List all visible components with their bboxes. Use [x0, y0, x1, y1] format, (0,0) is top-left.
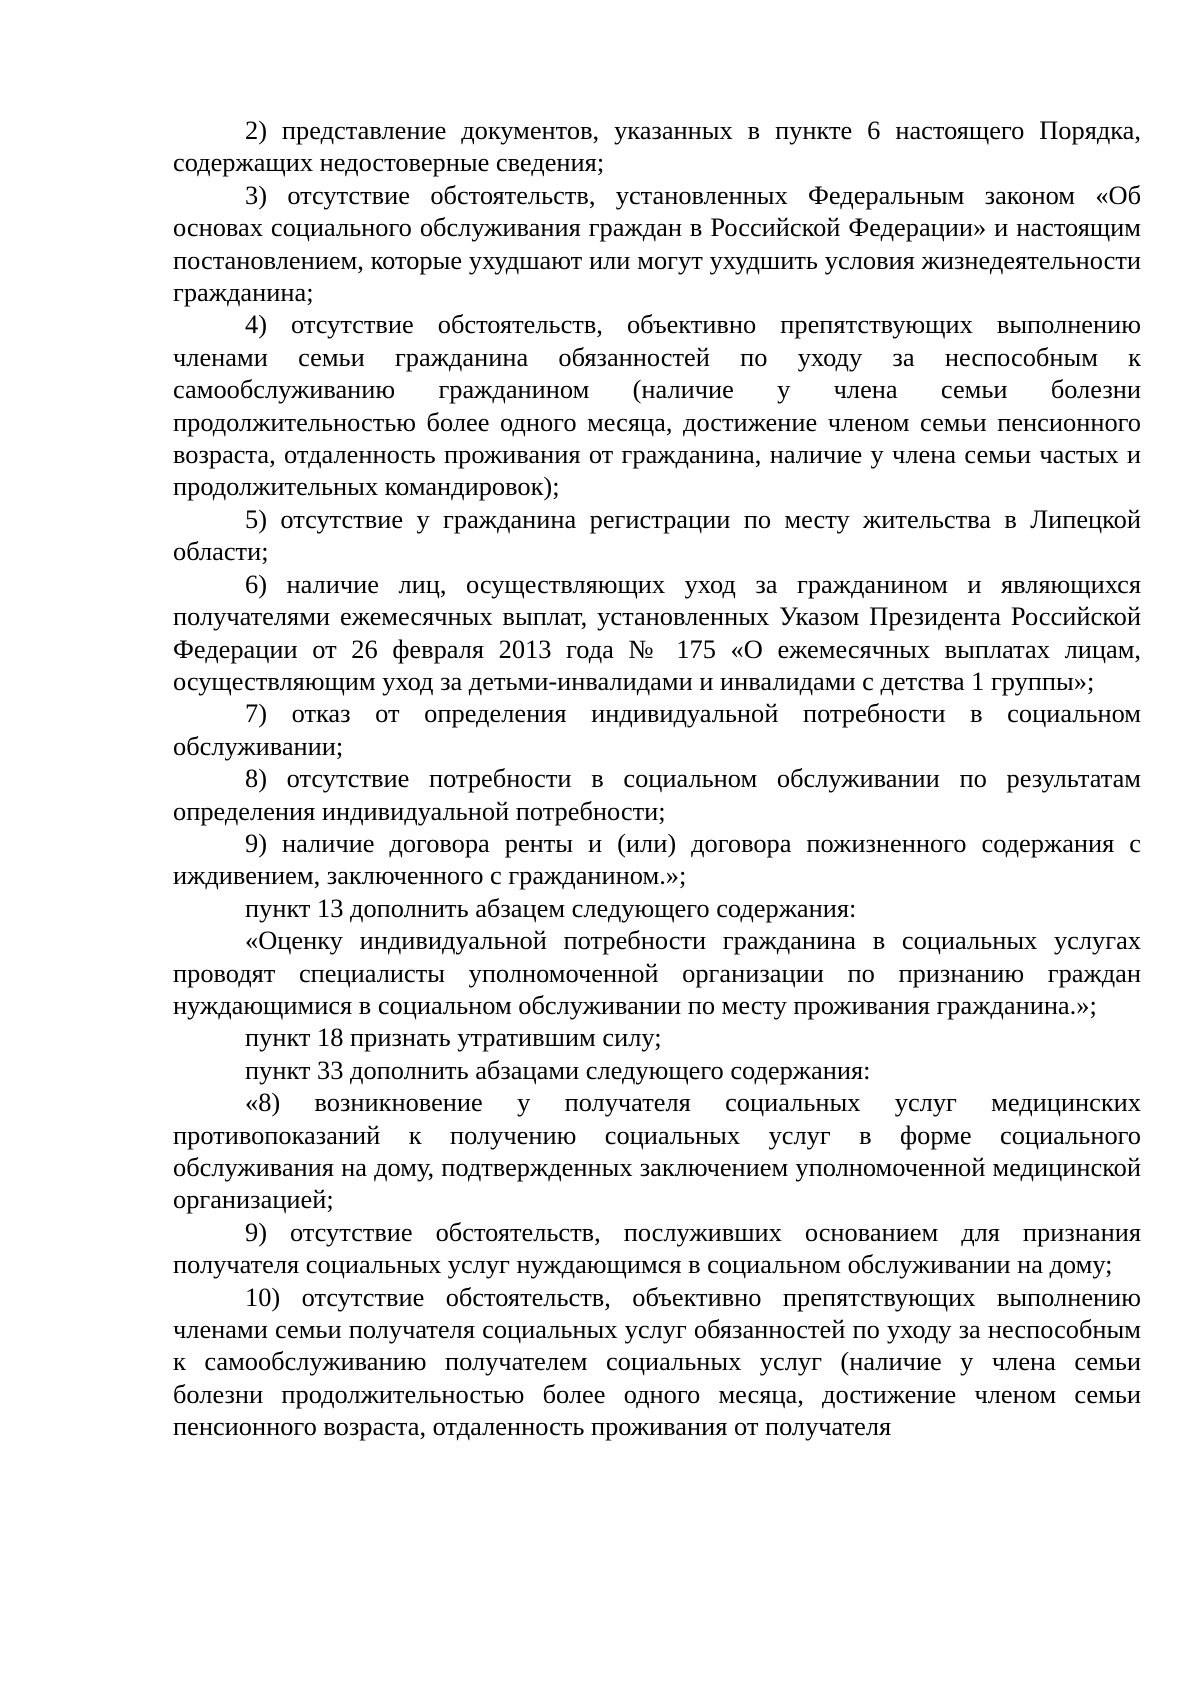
paragraph-item-8: 8) отсутствие потребности в социальном обслуживании по результатам определения индивидуальной потребности; [173, 763, 1141, 826]
paragraph-item-6: 6) наличие лиц, осуществляющих уход за гражданином и являющихся получателями ежемесячных выплат, установленных Указом Президента Российской Федерации от 26 февраля 2013 года № 175 «О ежемесячных выплатах лицам, осуществляющим уход за детьми-инвалидами и инвалидами с детства 1 группы»; [173, 568, 1141, 696]
paragraph-quoted-text: «Оценку индивидуальной потребности гражданина в социальных услугах проводят специалисты уполномоченной организации по признанию граждан нуждающимися в социальном обслуживании по месту проживания гражданина.»; [173, 925, 1141, 1020]
document-page [173, 114, 1141, 1443]
paragraph-amendment-18: пункт 18 признать утратившим силу; [245, 1022, 662, 1053]
paragraph-item-4: 4) отсутствие обстоятельств, объективно препятствующих выполнению членами семьи гражданина обязанностей по уходу за неспособным к самообслуживанию гражданином (наличие у члена семьи болезни продолжительностью более одного месяца, достижение членом семьи пенсионного возраста, отдаленность проживания от гражданина, наличие у члена семьи частых и продолжительных командировок); [173, 309, 1141, 502]
paragraph-item-7: 7) отказ от определения индивидуальной потребности в социальном обслуживании; [173, 698, 1141, 761]
paragraph-new-item-10: 10) отсутствие обстоятельств, объективно препятствующих выполнению членами семьи получателя социальных услуг обязанностей по уходу за неспособным к самообслуживанию получателем социальных услуг (наличие у члена семьи болезни продолжительностью более одного месяца, достижение членом семьи пенсионного возраста, отдаленность проживания от получателя [173, 1281, 1141, 1442]
paragraph-new-item-8: «8) возникновение у получателя социальных услуг медицинских противопоказаний к получению социальных услуг в форме социального обслуживания на дому, подтвержденных заключением уполномоченной медицинской организацией; [173, 1087, 1141, 1215]
paragraph-item-2: 2) представление документов, указанных в пункте 6 настоящего Порядка, содержащих недостоверные сведения; [173, 115, 1141, 178]
paragraph-item-3: 3) отсутствие обстоятельств, установленных Федеральным законом «Об основах социального обслуживания граждан в Российской Федерации» и настоящим постановлением, которые ухудшают или могут ухудшить условия жизнедеятельности гражданина; [173, 179, 1141, 308]
paragraph-amendment-33: пункт 33 дополнить абзацами следующего содержания: [245, 1054, 871, 1085]
paragraph-amendment-13: пункт 13 дополнить абзацем следующего содержания: [245, 892, 857, 923]
paragraph-item-9: 9) наличие договора ренты и (или) договора пожизненного содержания с иждивением, заключенного с гражданином.»; [173, 827, 1141, 891]
paragraph-item-5: 5) отсутствие у гражданина регистрации по месту жительства в Липецкой области; [173, 503, 1141, 567]
paragraph-new-item-9: 9) отсутствие обстоятельств, послуживших основанием для признания получателя социальных услуг нуждающимся в социальном обслуживании на дому; [173, 1216, 1141, 1280]
